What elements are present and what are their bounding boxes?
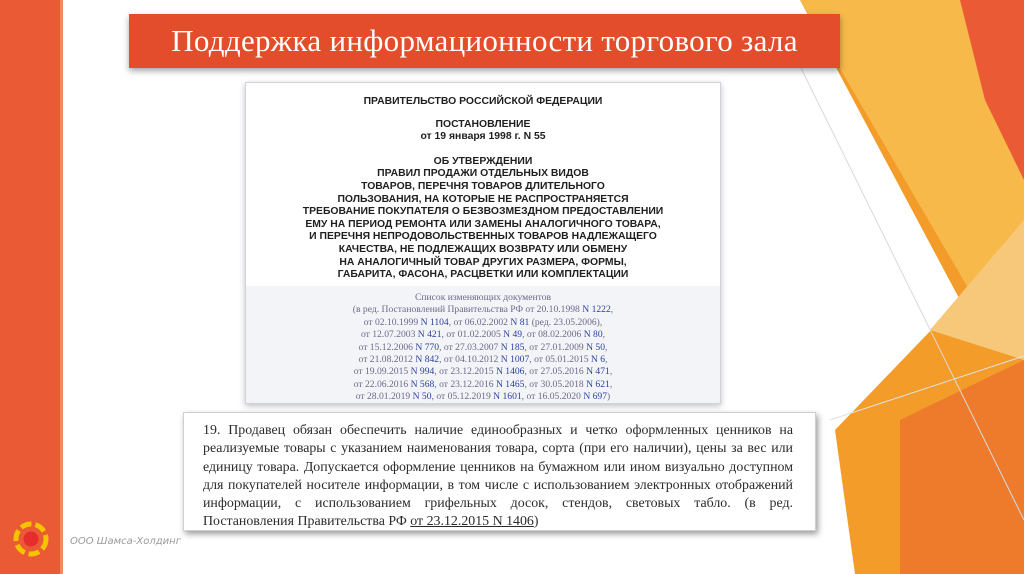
amendment-link[interactable]: N 1406	[495, 366, 525, 378]
approval-line: ЕМУ НА ПЕРИОД РЕМОНТА ИЛИ ЗАМЕНЫ АНАЛОГИЧНОГО ТОВАРА,	[305, 218, 661, 230]
title-banner	[129, 14, 840, 68]
amendment-text: , от 16.05.2020	[521, 391, 584, 403]
clause-reference-link[interactable]: от 23.12.2015 N 1406	[410, 514, 534, 530]
approval-line: ТОВАРОВ, ПЕРЕЧНЯ ТОВАРОВ ДЛИТЕЛЬНОГО	[361, 180, 605, 192]
decree-government: ПРАВИТЕЛЬСТВО РОССИЙСКОЙ ФЕДЕРАЦИИ	[363, 96, 603, 107]
company-name: ООО Шамса-Холдинг	[70, 536, 181, 547]
amendment-link[interactable]: N 842	[415, 354, 440, 366]
approval-line: ПРАВИЛ ПРОДАЖИ ОТДЕЛЬНЫХ ВИДОВ	[377, 168, 589, 180]
amendment-text: от 02.10.1999	[363, 316, 421, 328]
approval-line: ОБ УТВЕРЖДЕНИИ	[433, 155, 533, 167]
amendment-line	[246, 354, 720, 366]
amendment-line	[246, 366, 720, 378]
amendment-text: от 21.08.2012	[358, 354, 416, 366]
slide-title: Поддержка информационности торгового зала	[171, 23, 798, 58]
amendment-link[interactable]: N 185	[500, 341, 525, 353]
decree-document-excerpt	[245, 82, 721, 404]
amendment-text: от 22.06.2016	[353, 378, 411, 390]
amendment-text: , от 01.02.2005	[441, 329, 504, 341]
approval-line: НА АНАЛОГИЧНЫЙ ТОВАР ДРУГИХ РАЗМЕРА, ФОРМЫ,	[339, 256, 627, 268]
amendment-line	[246, 391, 720, 403]
amendment-text: , от 05.12.2019	[431, 391, 494, 403]
amendment-line	[246, 342, 720, 354]
amendment-link[interactable]: N 568	[410, 378, 435, 390]
clause-19-excerpt	[183, 412, 816, 531]
amendment-text: ,	[609, 378, 613, 390]
amendment-link[interactable]: N 471	[586, 366, 610, 378]
amendment-text: ,	[602, 329, 606, 341]
amendment-text: )	[607, 391, 611, 403]
amendment-text: , от 27.03.2007	[439, 341, 501, 353]
amendment-text: от 19.09.2015	[353, 366, 411, 378]
amendments-lines	[246, 304, 720, 403]
amendment-link[interactable]: N 994	[410, 366, 435, 378]
amendment-link[interactable]: N 1104	[420, 316, 449, 328]
amendment-link[interactable]: N 6	[590, 354, 606, 366]
approval-line: ТРЕБОВАНИЕ ПОКУПАТЕЛЯ О БЕЗВОЗМЕЗДНОМ ПРЕДОСТАВЛЕНИИ	[302, 206, 664, 218]
amendment-link[interactable]: N 421	[417, 329, 442, 341]
amendment-text: ,	[605, 341, 608, 353]
amendment-text: от 28.01.2019	[355, 391, 413, 403]
amendment-link[interactable]: N 80	[583, 329, 603, 341]
amendment-link[interactable]: N 49	[503, 329, 523, 341]
ring-logo-icon	[11, 519, 51, 559]
approval-line: ПОЛЬЗОВАНИЯ, НА КОТОРЫЕ НЕ РАСПРОСТРАНЯЕТСЯ	[337, 193, 629, 205]
amendment-link[interactable]: N 50	[586, 341, 606, 353]
decree-type: ПОСТАНОВЛЕНИЕ	[435, 118, 531, 130]
amendment-line	[246, 329, 720, 341]
amendment-text: , от 05.01.2015	[529, 354, 591, 366]
decree-date-number: от 19 января 1998 г. N 55	[420, 131, 546, 143]
amendment-link[interactable]: N 81	[510, 316, 530, 328]
approval-line: И ПЕРЕЧНЯ НЕПРОДОВОЛЬСТВЕННЫХ ТОВАРОВ НАДЛЕЖАЩЕГО	[309, 231, 657, 243]
amendment-link[interactable]: N 697	[583, 391, 608, 403]
amendment-line	[246, 304, 720, 316]
amendment-link[interactable]: N 1465	[495, 378, 525, 390]
amendment-link[interactable]: N 1601	[493, 391, 522, 403]
amendment-text: , от 04.10.2012	[439, 354, 501, 366]
amendment-text: , от 08.02.2006	[522, 329, 584, 341]
amendment-text: , от 27.01.2009	[524, 341, 587, 353]
amendment-text: от 15.12.2006	[358, 341, 416, 353]
amendment-text: , от 23.12.2016	[434, 378, 496, 390]
amendment-line	[246, 379, 720, 391]
decree-header	[246, 83, 720, 286]
amendment-link[interactable]: N 1222	[582, 304, 611, 316]
clause-closing: )	[533, 514, 539, 530]
amendments-header: Список изменяющих документов	[414, 292, 552, 303]
amendment-text: ,	[609, 366, 613, 378]
amendment-text: , от 06.02.2002	[448, 316, 511, 328]
amendment-text: (ред. 23.05.2006),	[529, 316, 603, 328]
amendment-text: от 12.07.2003	[360, 329, 418, 341]
amendment-link[interactable]: N 770	[415, 341, 440, 353]
decree-approval-title	[246, 156, 720, 282]
amendment-text: , от 27.05.2016	[524, 366, 587, 378]
amendment-text: ,	[605, 354, 608, 366]
clause-19-text	[203, 422, 793, 532]
approval-line: КАЧЕСТВА, НЕ ПОДЛЕЖАЩИХ ВОЗВРАТУ ИЛИ ОБМЕНУ	[338, 243, 628, 255]
amendment-line	[246, 317, 720, 329]
amendments-list	[246, 286, 720, 403]
amendment-text: , от 30.05.2018	[524, 378, 587, 390]
amendment-link[interactable]: N 621	[586, 378, 610, 390]
amendment-text: , от 23.12.2015	[434, 366, 496, 378]
amendment-text: ,	[610, 304, 614, 316]
amendment-text: (в ред. Постановлений Правительства РФ от 20.10.1998	[352, 304, 583, 316]
amendment-link[interactable]: N 50	[412, 391, 432, 403]
approval-line: ГАБАРИТА, ФАСОНА, РАСЦВЕТКИ ИЛИ КОМПЛЕКТАЦИИ	[337, 269, 629, 281]
clause-body: 19. Продавец обязан обеспечить наличие единообразных и четко оформленных ценников на реализуемые товары с указанием наименования товара, сорта (при его наличии), цены за вес или единицу товара. Допускается оформление ценников на бумажном или ином визуально доступном для покупателей носителе информации, в том числе с использованием электронных отображений информации, с использованием грифельных досок, стендов, световых табло. (в ред. Постановления Правительства РФ	[203, 423, 793, 530]
amendment-link[interactable]: N 1007	[500, 354, 530, 366]
